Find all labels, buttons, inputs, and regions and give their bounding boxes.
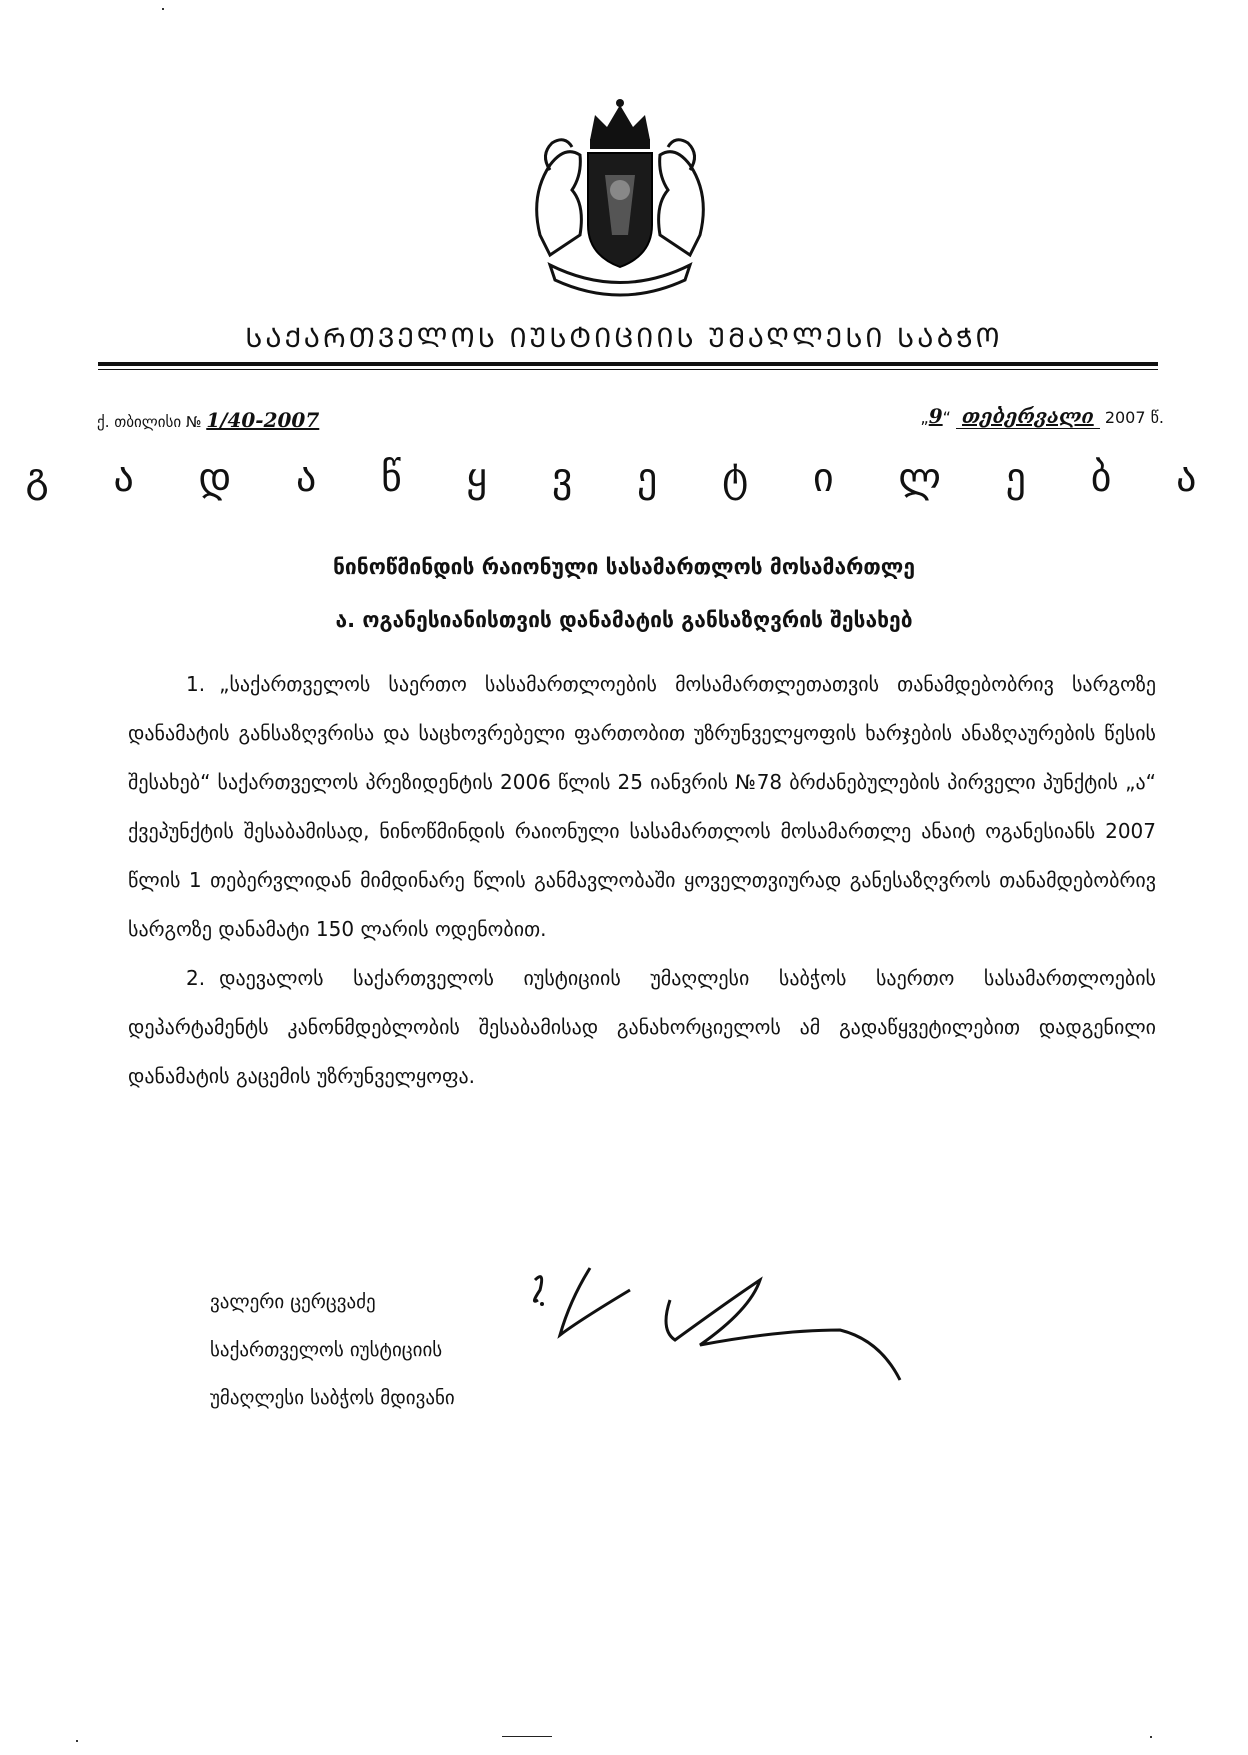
date-year: 2007 <box>1104 408 1146 427</box>
signatory-title-line-2: უმაღლესი საბჭოს მდივანი <box>210 1387 455 1409</box>
document-body <box>128 660 1156 1101</box>
subtitle-line-2: ა. ოგანესიანისთვის დანამატის განსაზღვრის შესახებ <box>335 608 913 632</box>
date-day: 9 <box>928 404 943 428</box>
signatory-block <box>210 1278 455 1422</box>
paragraph-2 <box>128 954 1156 1101</box>
coat-of-arms-emblem <box>510 95 730 305</box>
scan-speck <box>1150 1736 1152 1738</box>
header-divider-thick <box>98 362 1158 366</box>
header-divider-thin <box>98 369 1158 370</box>
date-suffix: წ. <box>1150 408 1164 427</box>
place-label: ქ. თბილისი № <box>97 413 202 431</box>
document-number: 1/40-2007 <box>206 408 320 432</box>
signatory-title-line-1: საქართველოს იუსტიციის <box>210 1339 443 1361</box>
paragraph-1 <box>128 660 1156 954</box>
place-and-number <box>97 408 319 432</box>
paragraph-2-number: 2. <box>186 966 206 990</box>
scan-speck <box>76 1740 78 1742</box>
paragraph-2-text: დაევალოს საქართველოს იუსტიციის უმაღლესი საბჭოს საერთო სასამართლოების დეპარტამენტს კანონმდებლობის შესაბამისად განახორციელოს ამ გადაწყვეტილებით დადგენილი დანამატის გაცემის უზრუნველყოფა. <box>128 966 1156 1088</box>
organization-title: ᲡᲐᲥᲐᲠᲗᲕᲔᲚᲝᲡ ᲘᲣᲡᲢᲘᲪᲘᲘᲡ ᲣᲛᲐᲦᲚᲔᲡᲘ ᲡᲐᲑᲭᲝ <box>245 323 1003 354</box>
handwritten-signature <box>500 1260 940 1400</box>
paragraph-1-text: „საქართველოს საერთო სასამართლოების მოსამართლეთათვის თანამდებობრივ სარგოზე დანამატის განსაზღვრისა და საცხოვრებელი ფართობით უზრუნველყოფის ხარჯების ანაზღაურების წესის შესახებ“ საქართველოს პრეზიდენტის 2006 წლის 25 იანვრის №78 ბრძანებულების პირველი პუნქტის „ა“ ქვეპუნქტის შესაბამისად, ნინოწმინდის რაიონული სასამართლოს მოსამართლე ანაიტ ოგანესიანს 2007 წლის 1 თებერვლიდან მიმდინარე წლის განმავლობაში ყოველთვიურად განესაზღვროს თანამდებობრივ სარგოზე დანამატი 150 ლარის ოდენობით. <box>128 672 1156 941</box>
document-type-heading: გ ა დ ა წ ყ ვ ე ტ ი ლ ე ბ ა <box>25 455 1223 501</box>
date-month: თებერვალი <box>962 404 1094 428</box>
footer-mark <box>502 1736 552 1737</box>
paragraph-1-number: 1. <box>186 672 206 696</box>
subtitle-line-1: ნინოწმინდის რაიონული სასამართლოს მოსამართლე <box>333 555 915 579</box>
scan-speck <box>162 8 164 10</box>
document-date: „9“ თებერვალი 2007 წ. <box>920 404 1164 428</box>
signatory-name: ვალერი ცერცვაძე <box>210 1291 376 1313</box>
